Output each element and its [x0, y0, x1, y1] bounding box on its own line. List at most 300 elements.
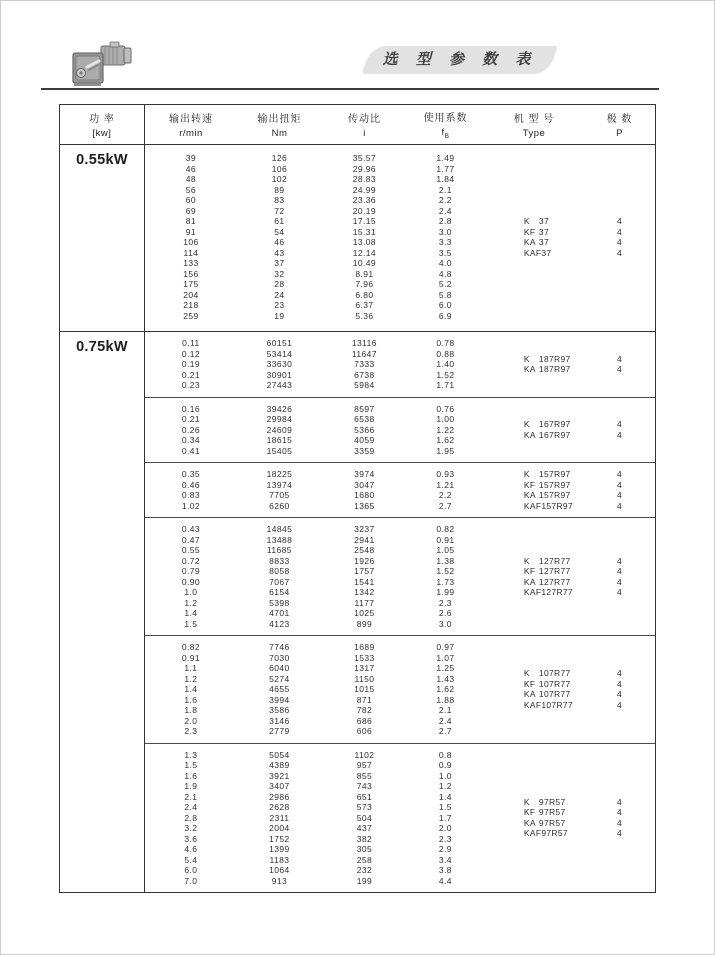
header-poles: 极 数 P	[606, 114, 633, 139]
service-factor-cell: 1.22	[436, 424, 455, 435]
type-size: 97R57	[541, 828, 568, 839]
table-row	[145, 865, 484, 876]
ratio-cell: 6.37	[355, 300, 374, 310]
table-row	[145, 425, 484, 436]
torque-cell: 53414	[266, 348, 293, 359]
type-size: 157R97	[538, 490, 571, 500]
speed-cell: 0.12	[181, 348, 200, 359]
ratio-cell: 606	[356, 726, 373, 736]
type-series: KA	[523, 364, 536, 375]
poles-value: 4	[617, 216, 622, 226]
gearmotor-photo-icon	[65, 39, 139, 89]
service-factor-cell: 2.6	[438, 608, 452, 618]
torque-cell: 28	[274, 279, 285, 289]
speed-cell: 204	[183, 289, 199, 300]
ratio-cell: 743	[356, 781, 373, 791]
speed-cell: 46	[185, 163, 197, 174]
ratio-block	[145, 743, 655, 893]
ratio-cell: 2941	[354, 534, 375, 545]
service-factor-cell: 2.2	[438, 490, 452, 500]
type-series: KAF	[523, 828, 542, 839]
ratio-cell: 1177	[354, 597, 375, 608]
speed-cell: 91	[185, 226, 197, 237]
type-size: 107R77	[538, 678, 571, 689]
ratio-cell: 1150	[354, 673, 375, 684]
ratio-cell: 199	[356, 875, 373, 886]
table-body	[60, 145, 655, 892]
type-size: 187R97	[538, 353, 571, 364]
type-entry	[524, 469, 584, 480]
torque-cell: 2628	[269, 802, 290, 812]
table-row	[145, 876, 484, 887]
service-factor-cell: 2.7	[438, 500, 452, 511]
poles-value: 4	[617, 817, 622, 828]
service-factor-cell: 0.8	[438, 749, 452, 760]
speed-cell: 1.3	[184, 749, 198, 760]
type-entry	[524, 227, 584, 238]
ratio-cell: 3359	[354, 445, 375, 456]
type-entry	[524, 237, 584, 248]
table-row	[145, 370, 484, 381]
poles-value: 4	[617, 699, 622, 710]
type-series: K	[523, 668, 530, 679]
torque-cell: 24609	[266, 424, 293, 435]
speed-cell: 6.0	[184, 865, 198, 875]
ratio-cell: 504	[356, 812, 373, 823]
ratio-cell: 1926	[354, 555, 375, 566]
torque-cell: 913	[271, 875, 288, 886]
speed-cell: 175	[183, 279, 199, 289]
speed-cell: 259	[183, 310, 199, 321]
torque-cell: 2779	[269, 726, 290, 736]
type-series: KF	[523, 566, 536, 576]
torque-cell: 1064	[269, 865, 290, 875]
type-entry	[524, 577, 584, 588]
speed-cell: 114	[183, 247, 199, 258]
torque-cell: 30901	[266, 369, 293, 380]
table-row	[145, 435, 484, 446]
table-row	[145, 359, 484, 370]
service-factor-cell: 3.0	[438, 226, 452, 237]
table-row	[145, 792, 484, 803]
type-size: 37	[541, 247, 552, 258]
torque-cell: 15405	[266, 445, 293, 456]
ratio-cell: 13116	[351, 338, 377, 348]
type-series: KAF	[523, 247, 542, 258]
service-factor-cell: 6.9	[438, 310, 452, 321]
type-entry	[524, 700, 584, 711]
power-section	[60, 331, 655, 892]
poles-value: 4	[617, 678, 622, 689]
torque-cell: 4701	[269, 608, 290, 618]
type-size: 127R77	[541, 587, 573, 597]
table-row	[145, 674, 484, 685]
block-poles	[584, 338, 655, 391]
type-size: 167R97	[538, 419, 571, 430]
torque-cell: 39426	[266, 403, 293, 414]
type-entry	[524, 679, 584, 690]
poles-value: 4	[617, 576, 622, 587]
poles-value: 4	[617, 353, 622, 364]
type-series: KA	[523, 429, 536, 440]
table-row	[145, 577, 484, 588]
ratio-cell: 17.15	[352, 216, 377, 226]
ratio-cell: 1365	[354, 500, 375, 511]
block-types	[484, 404, 584, 457]
type-series: K	[523, 419, 530, 430]
poles-value: 4	[617, 479, 622, 490]
type-entry	[524, 501, 584, 512]
speed-cell: 2.1	[184, 791, 198, 802]
speed-cell: 1.5	[184, 618, 198, 629]
speed-cell: 0.26	[181, 424, 200, 435]
torque-cell: 4389	[269, 760, 290, 770]
torque-cell: 5398	[269, 597, 290, 608]
ratio-cell: 5984	[354, 380, 375, 390]
table-row	[145, 823, 484, 834]
table-row	[145, 545, 484, 556]
block-types	[484, 524, 584, 629]
speed-cell: 1.2	[184, 597, 198, 608]
ratio-cell: 782	[356, 705, 373, 715]
service-factor-cell: 3.3	[438, 237, 452, 247]
type-series: K	[523, 555, 530, 566]
ratio-cell: 1317	[354, 663, 375, 673]
speed-cell: 1.5	[184, 760, 198, 770]
table-row	[145, 469, 484, 480]
torque-cell: 3586	[269, 705, 290, 715]
table-row	[145, 750, 484, 761]
table-row	[145, 653, 484, 664]
table-row	[145, 216, 484, 227]
ratio-cell: 29.96	[352, 163, 377, 174]
torque-cell: 1399	[269, 844, 290, 854]
torque-cell: 7067	[269, 576, 290, 587]
table-row	[145, 195, 484, 206]
ratio-block	[145, 397, 655, 463]
type-size: 187R97	[538, 364, 571, 375]
poles-value: 4	[617, 226, 622, 237]
service-factor-cell: 2.7	[438, 726, 452, 736]
speed-cell: 0.46	[181, 479, 200, 490]
power-label: 0.55kW	[60, 145, 145, 331]
poles-value: 4	[617, 490, 622, 500]
ratio-cell: 15.31	[352, 226, 377, 237]
block-poles	[584, 750, 655, 887]
ratio-block	[145, 517, 655, 635]
ratio-block	[145, 462, 655, 517]
ratio-cell: 13.08	[352, 237, 377, 247]
type-size: 37	[538, 226, 549, 237]
speed-cell: 1.02	[181, 500, 200, 511]
table-row	[145, 587, 484, 598]
poles-value: 4	[617, 689, 622, 700]
poles-value: 4	[617, 555, 622, 566]
torque-cell: 3994	[269, 694, 290, 705]
service-factor-cell: 1.40	[436, 359, 455, 369]
page-title: 选 型 参 数 表	[382, 51, 538, 68]
table-row	[145, 834, 484, 845]
header-divider	[41, 88, 659, 90]
torque-cell: 2311	[269, 812, 290, 823]
table-row	[145, 490, 484, 501]
speed-cell: 0.23	[181, 380, 200, 390]
table-row	[145, 248, 484, 259]
torque-cell: 3407	[269, 781, 290, 791]
service-factor-cell: 1.49	[436, 153, 455, 163]
torque-cell: 14845	[266, 524, 293, 534]
block-rows	[145, 469, 484, 511]
type-size: 167R97	[538, 429, 571, 440]
ratio-cell: 24.99	[352, 184, 377, 195]
ratio-cell: 1541	[354, 576, 375, 587]
service-factor-cell: 0.88	[436, 348, 455, 359]
torque-cell: 4123	[269, 618, 290, 629]
speed-cell: 0.83	[181, 490, 200, 500]
type-series: KAF	[523, 587, 542, 597]
block-rows	[145, 404, 484, 457]
service-factor-cell: 3.8	[438, 865, 452, 875]
service-factor-cell: 1.77	[436, 163, 455, 174]
service-factor-cell: 5.8	[438, 289, 452, 300]
table-row	[145, 535, 484, 546]
torque-cell: 18225	[266, 469, 293, 479]
torque-cell: 24	[274, 289, 285, 300]
torque-cell: 33630	[266, 359, 293, 369]
speed-cell: 2.4	[184, 802, 198, 812]
power-label: 0.75kW	[60, 332, 145, 892]
type-size: 127R77	[538, 576, 571, 587]
speed-cell: 0.41	[181, 445, 200, 456]
ratio-cell: 5366	[354, 424, 375, 435]
poles-value: 4	[617, 419, 622, 430]
torque-cell: 60151	[266, 338, 293, 348]
ratio-cell: 437	[356, 823, 373, 833]
type-series: K	[523, 796, 530, 807]
service-factor-cell: 1.62	[436, 435, 455, 445]
type-series: K	[523, 469, 530, 479]
table-row	[145, 619, 484, 630]
service-factor-cell: 2.4	[438, 715, 452, 726]
poles-value: 4	[617, 500, 622, 511]
block-types	[484, 338, 584, 391]
table-row	[145, 684, 484, 695]
speed-cell: 4.6	[184, 844, 198, 854]
type-entry	[524, 364, 584, 375]
service-factor-cell: 1.62	[436, 684, 455, 694]
ratio-cell: 23.36	[352, 195, 377, 205]
speed-cell: 60	[185, 195, 197, 205]
service-factor-cell: 1.71	[436, 380, 455, 390]
service-factor-cell: 1.5	[438, 802, 452, 812]
speed-cell: 0.90	[181, 576, 200, 587]
block-types	[484, 642, 584, 737]
table-row	[145, 760, 484, 771]
speed-cell: 3.2	[184, 823, 198, 833]
torque-cell: 126	[271, 153, 288, 163]
torque-cell: 89	[274, 184, 285, 195]
ratio-cell: 1757	[354, 566, 375, 576]
table-row	[145, 566, 484, 577]
block-types	[484, 469, 584, 511]
header-output-torque: 输出扭矩 Nm	[257, 114, 302, 139]
torque-cell: 29984	[266, 414, 293, 424]
type-entry	[524, 807, 584, 818]
speed-cell: 0.55	[181, 545, 200, 555]
service-factor-cell: 4.0	[438, 258, 452, 268]
ratio-cell: 11647	[351, 348, 377, 359]
type-series: KA	[523, 689, 536, 700]
type-series: KAF	[523, 699, 542, 710]
service-factor-cell: 1.25	[436, 663, 455, 673]
page-title-badge	[362, 46, 558, 73]
torque-cell: 18615	[266, 435, 293, 445]
speed-cell: 56	[185, 184, 197, 195]
type-entry	[524, 490, 584, 501]
speed-cell: 0.82	[181, 642, 200, 652]
ratio-cell: 3237	[354, 524, 375, 534]
service-factor-cell: 1.00	[436, 414, 455, 424]
torque-cell: 7030	[269, 652, 290, 663]
service-factor-cell: 0.91	[436, 534, 455, 545]
speed-cell: 5.4	[184, 854, 198, 865]
header-type: 机 型 号 Type	[513, 114, 555, 139]
torque-cell: 72	[274, 205, 285, 216]
type-size: 157R97	[541, 500, 573, 511]
table-row	[145, 844, 484, 855]
service-factor-cell: 0.97	[436, 642, 455, 652]
ratio-cell: 305	[356, 844, 373, 854]
poles-value: 4	[617, 587, 622, 597]
poles-value: 4	[617, 668, 622, 679]
speed-cell: 0.47	[181, 534, 200, 545]
speed-cell: 1.0	[184, 587, 198, 597]
ratio-cell: 35.57	[352, 153, 377, 163]
table-row	[145, 206, 484, 217]
section-blocks	[145, 145, 655, 331]
table-row	[145, 404, 484, 415]
service-factor-cell: 1.0	[438, 770, 452, 781]
speed-cell: 1.6	[184, 770, 198, 781]
service-factor-cell: 1.84	[436, 174, 455, 184]
speed-cell: 48	[185, 174, 197, 184]
type-entry	[524, 419, 584, 430]
ratio-cell: 5.36	[355, 310, 374, 321]
block-rows	[145, 524, 484, 629]
type-series: KA	[523, 576, 536, 587]
speed-cell: 0.43	[181, 524, 200, 534]
torque-cell: 2986	[269, 791, 290, 802]
table-row	[145, 642, 484, 653]
torque-cell: 7746	[269, 642, 290, 652]
ratio-cell: 10.49	[352, 258, 377, 268]
ratio-cell: 686	[356, 715, 373, 726]
speed-cell: 1.1	[184, 663, 198, 673]
speed-cell: 2.8	[184, 812, 198, 823]
service-factor-cell: 6.0	[438, 300, 452, 310]
type-entry	[524, 587, 584, 598]
torque-cell: 46	[274, 237, 285, 247]
torque-cell: 6154	[269, 587, 290, 597]
table-row	[145, 813, 484, 824]
ratio-block	[145, 635, 655, 743]
ratio-cell: 232	[356, 865, 373, 875]
type-series: K	[523, 216, 530, 226]
service-factor-cell: 2.2	[438, 195, 452, 205]
table-row	[145, 501, 484, 512]
block-poles	[584, 404, 655, 457]
section-blocks	[145, 332, 655, 892]
speed-cell: 1.8	[184, 705, 198, 715]
ratio-cell: 28.83	[352, 174, 377, 184]
service-factor-cell: 1.38	[436, 555, 455, 566]
table-row	[145, 705, 484, 716]
ratio-cell: 7.96	[355, 279, 374, 289]
poles-value: 4	[617, 247, 622, 258]
ratio-cell: 8597	[354, 403, 375, 414]
type-series: KF	[523, 678, 536, 689]
ratio-cell: 957	[356, 760, 373, 770]
speed-cell: 39	[185, 153, 197, 163]
poles-value: 4	[617, 364, 622, 375]
torque-cell: 54	[274, 226, 285, 237]
type-series: KF	[523, 807, 536, 818]
table-row	[145, 781, 484, 792]
type-series: KA	[523, 817, 536, 828]
table-row	[145, 556, 484, 567]
service-factor-cell: 1.88	[436, 694, 455, 705]
speed-cell: 1.4	[184, 608, 198, 618]
torque-cell: 61	[274, 216, 285, 226]
block-poles	[584, 469, 655, 511]
service-factor-cell: 1.05	[436, 545, 455, 555]
type-entry	[524, 689, 584, 700]
ratio-cell: 2548	[354, 545, 375, 555]
type-series: KA	[523, 490, 536, 500]
speed-cell: 1.2	[184, 673, 198, 684]
type-size: 107R77	[538, 668, 571, 679]
speed-cell: 3.6	[184, 833, 198, 844]
ratio-cell: 871	[356, 694, 373, 705]
table-row	[145, 349, 484, 360]
table-row	[145, 598, 484, 609]
torque-cell: 5274	[269, 673, 290, 684]
table-row	[145, 855, 484, 866]
table-row	[145, 237, 484, 248]
block-poles	[584, 153, 655, 321]
table-row	[145, 185, 484, 196]
service-factor-cell: 0.93	[436, 469, 455, 479]
speed-cell: 2.0	[184, 715, 198, 726]
ratio-cell: 1102	[354, 749, 375, 760]
ratio-cell: 3974	[354, 469, 375, 479]
type-size: 97R57	[538, 796, 566, 807]
power-section	[60, 145, 655, 331]
speed-cell: 0.21	[181, 414, 200, 424]
service-factor-cell: 5.2	[438, 279, 452, 289]
header-ratio: 传动比 i	[348, 114, 381, 139]
ratio-block	[145, 145, 655, 331]
type-entry	[524, 566, 584, 577]
poles-value: 4	[617, 807, 622, 818]
table-row	[145, 338, 484, 349]
speed-cell: 81	[185, 216, 197, 226]
type-entry	[524, 668, 584, 679]
speed-cell: 1.9	[184, 781, 198, 791]
service-factor-cell: 2.3	[438, 597, 452, 608]
service-factor-cell: 1.95	[436, 445, 455, 456]
torque-cell: 8833	[269, 555, 290, 566]
